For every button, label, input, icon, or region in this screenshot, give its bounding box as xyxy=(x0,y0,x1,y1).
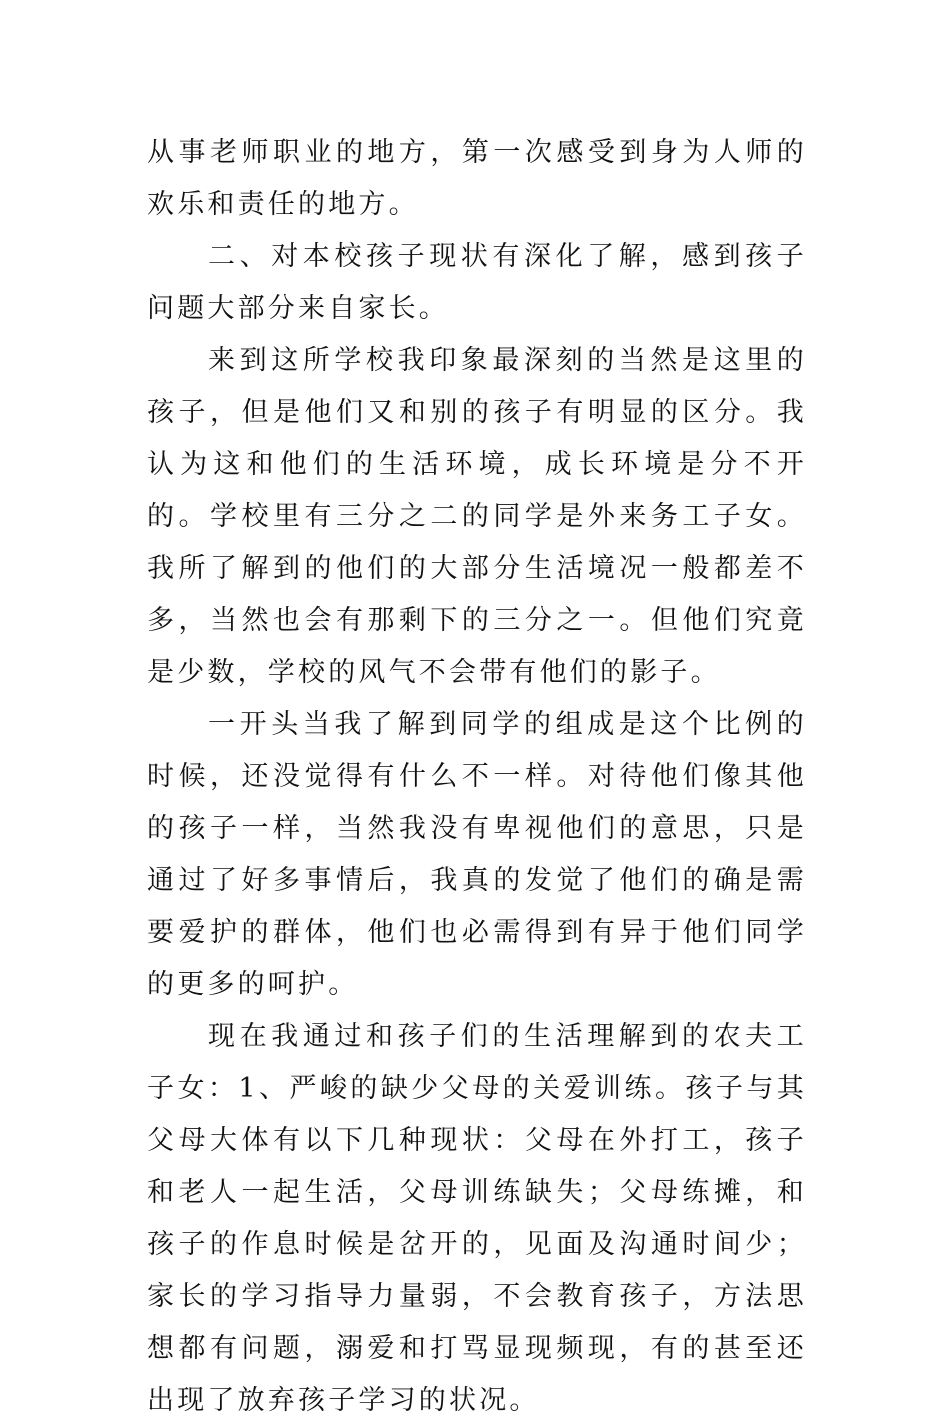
paragraph-3: 来到这所学校我印象最深刻的当然是这里的孩子，但是他们又和别的孩子有明显的区分。我认为这和他们的生活环境，成长环境是分不开的。学校里有三分之二的同学是外来务工子女。我所了解到的他们的大部分生活境况一般都差不多，当然也会有那剩下的三分之一。但他们究竟是少数，学校的风气不会带有他们的影子。 xyxy=(147,345,807,688)
paragraph-1: 从事老师职业的地方，第一次感受到身为人师的欢乐和责任的地方。 xyxy=(147,137,807,220)
paragraph-5: 现在我通过和孩子们的生活理解到的农夫工子女：1、严峻的缺少父母的关爱训练。孩子与其父母大体有以下几种现状：父母在外打工，孩子和老人一起生活，父母训练缺失；父母练摊，和孩子的作息时候是岔开的，见面及沟通时间少；家长的学习指导力量弱，不会教育孩子，方法思想都有问题，溺爱和打骂显现频现，有的甚至还出现了放弃孩子学习的状况。 xyxy=(147,1021,807,1416)
paragraph-2: 二、对本校孩子现状有深化了解，感到孩子问题大部分来自家长。 xyxy=(147,241,807,324)
document-body xyxy=(147,127,807,1427)
paragraph-4: 一开头当我了解到同学的组成是这个比例的时候，还没觉得有什么不一样。对待他们像其他的孩子一样，当然我没有卑视他们的意思，只是通过了好多事情后，我真的发觉了他们的确是需要爱护的群体，他们也必需得到有异于他们同学的更多的呵护。 xyxy=(147,709,807,1000)
